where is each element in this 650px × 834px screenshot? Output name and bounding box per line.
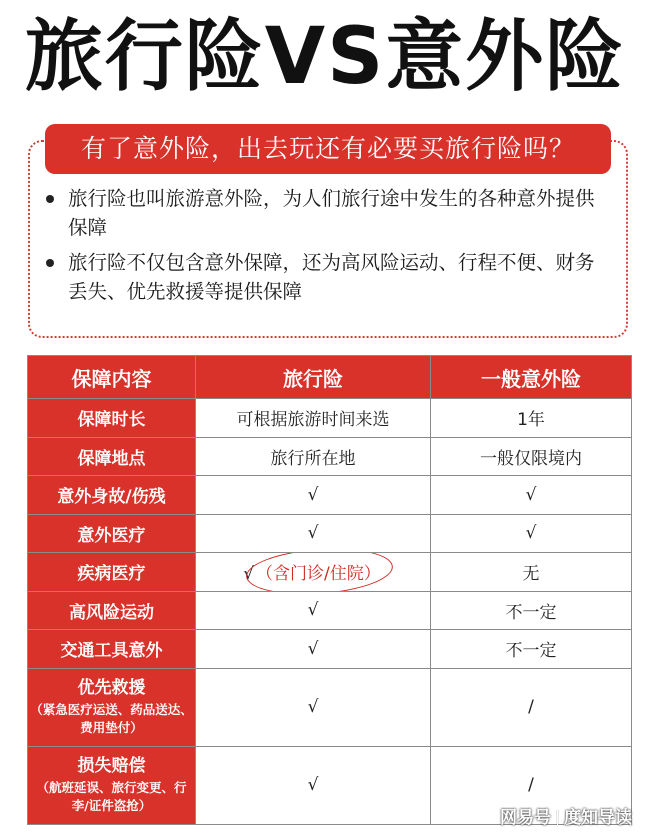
travel-check-icon: √ <box>196 630 431 669</box>
row-label: 交通工具意外 <box>28 630 196 669</box>
row-label: 保障时长 <box>28 399 196 438</box>
bullet-item <box>44 248 609 306</box>
travel-value: 旅行所在地 <box>196 437 431 476</box>
header-accident-insurance: 一般意外险 <box>431 356 632 399</box>
travel-check-icon: √ <box>196 476 431 515</box>
row-label: 疾病医疗 <box>28 553 196 592</box>
accident-value: 一般仅限境内 <box>431 437 632 476</box>
table-row <box>28 553 632 592</box>
accident-value: / <box>431 746 632 824</box>
accident-check-icon: √ <box>431 476 632 515</box>
row-label <box>28 746 196 824</box>
table-row <box>28 514 632 553</box>
circled-note: （含门诊/住院） <box>254 559 383 584</box>
accident-value: 1年 <box>431 399 632 438</box>
watermark-left: 网易号 <box>500 808 551 828</box>
table-row <box>28 630 632 669</box>
accident-check-icon: √ <box>431 514 632 553</box>
travel-check-icon: √ <box>196 514 431 553</box>
table-row <box>28 476 632 515</box>
travel-value: 可根据旅游时间来选 <box>196 399 431 438</box>
watermark-divider <box>557 810 558 825</box>
bullet-item <box>44 184 609 242</box>
row-label-sub: （航班延误、旅行变更、行李/证件盗抢） <box>36 780 187 813</box>
travel-check-icon: √ <box>243 564 255 585</box>
page-title: 旅行险VS意外险 <box>24 12 626 102</box>
travel-value <box>196 553 431 592</box>
bullet-dot-icon <box>46 259 54 267</box>
header-travel-insurance: 旅行险 <box>196 356 431 399</box>
row-label: 意外身故/伤残 <box>28 476 196 515</box>
header-coverage: 保障内容 <box>28 356 196 399</box>
bullet-list <box>44 184 609 312</box>
watermark <box>500 803 632 828</box>
watermark-right: 度知导读 <box>564 808 632 828</box>
travel-check-icon: √ <box>196 668 431 746</box>
table-row <box>28 668 632 746</box>
table-row <box>28 591 632 630</box>
bullet-text: 旅行险也叫旅游意外险，为人们旅行途中发生的各种意外提供保障 <box>68 187 595 239</box>
travel-check-icon: √ <box>196 591 431 630</box>
question-banner: 有了意外险，出去玩还有必要买旅行险吗？ <box>45 124 611 174</box>
row-label-main: 优先救援 <box>77 678 146 698</box>
row-label-sub: （紧急医疗运送、药品送达、费用垫付） <box>30 702 193 735</box>
bullet-dot-icon <box>46 195 54 203</box>
row-label <box>28 668 196 746</box>
accident-value: 不一定 <box>431 591 632 630</box>
row-label: 高风险运动 <box>28 591 196 630</box>
row-label: 意外医疗 <box>28 514 196 553</box>
table-row <box>28 399 632 438</box>
row-label-main: 损失赔偿 <box>77 756 146 776</box>
table-row <box>28 437 632 476</box>
comparison-table <box>27 355 632 825</box>
row-label: 保障地点 <box>28 437 196 476</box>
accident-value: 无 <box>431 553 632 592</box>
accident-value: / <box>431 668 632 746</box>
accident-value: 不一定 <box>431 630 632 669</box>
travel-check-icon: √ <box>196 746 431 824</box>
bullet-text: 旅行险不仅包含意外保障，还为高风险运动、行程不便、财务丢失、优先救援等提供保障 <box>68 251 595 303</box>
